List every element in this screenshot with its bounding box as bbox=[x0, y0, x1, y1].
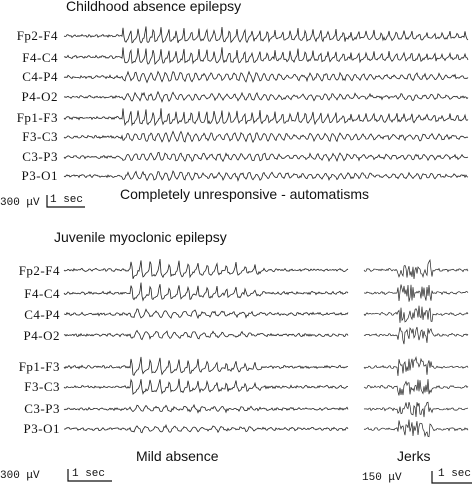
top-caption: Completely unresponsive - automatisms bbox=[120, 186, 369, 202]
bottom-right-scale-time: 1 sec bbox=[438, 468, 472, 480]
bottom-left-eeg-trace bbox=[64, 379, 348, 394]
top-scale-amplitude: 300 μV bbox=[0, 197, 40, 209]
top-eeg-trace bbox=[64, 171, 468, 180]
bottom-left-eeg-trace bbox=[64, 331, 348, 340]
bottom-right-eeg-trace bbox=[364, 379, 468, 395]
bottom-left-eeg-trace bbox=[64, 405, 348, 413]
bottom-left-scale-time: 1 sec bbox=[72, 468, 106, 480]
bottom-right-caption: Jerks bbox=[397, 448, 431, 464]
bottom-right-eeg-trace-group bbox=[364, 260, 468, 437]
bottom-left-eeg-trace bbox=[64, 283, 348, 301]
top-channel-label: C4-P4 bbox=[22, 69, 58, 84]
bottom-left-eeg-trace bbox=[64, 425, 348, 433]
bottom-left-caption: Mild absence bbox=[136, 448, 219, 464]
bottom-channel-label: F3-C3 bbox=[24, 379, 60, 394]
top-channel-label: Fp1-F3 bbox=[16, 110, 58, 125]
bottom-channel-label: C3-P3 bbox=[24, 401, 60, 416]
top-channel-label: P4-O2 bbox=[21, 89, 58, 104]
top-eeg-trace bbox=[64, 92, 468, 102]
bottom-channel-label: C4-P4 bbox=[24, 307, 60, 322]
bottom-right-eeg-trace bbox=[364, 260, 468, 279]
bottom-right-scale-amplitude: 150 μV bbox=[362, 472, 402, 484]
top-eeg-trace bbox=[64, 47, 468, 64]
bottom-right-eeg-trace bbox=[364, 285, 468, 302]
bottom-channel-label: Fp2-F4 bbox=[18, 263, 60, 278]
bottom-channel-label: P4-O2 bbox=[23, 328, 60, 343]
top-eeg-trace bbox=[64, 27, 468, 44]
bottom-left-eeg-trace bbox=[64, 309, 348, 318]
bottom-left-eeg-trace bbox=[64, 259, 348, 279]
bottom-channel-label: Fp1-F3 bbox=[18, 359, 60, 374]
bottom-right-eeg-trace bbox=[364, 402, 468, 417]
top-channel-label: P3-O1 bbox=[21, 168, 58, 183]
bottom-left-scale-bar bbox=[68, 469, 112, 481]
top-eeg-trace bbox=[64, 72, 468, 83]
bottom-right-eeg-trace bbox=[364, 306, 468, 323]
top-eeg-trace-group bbox=[64, 27, 468, 181]
bottom-left-scale-amplitude: 300 μV bbox=[0, 470, 40, 482]
top-channel-label: F3-C3 bbox=[22, 129, 58, 144]
bottom-panel-title: Juvenile myoclonic epilepsy bbox=[54, 229, 227, 245]
top-panel-title: Childhood absence epilepsy bbox=[66, 0, 242, 14]
bottom-right-scale-bar bbox=[432, 471, 472, 483]
bottom-channel-label: P3-O1 bbox=[23, 421, 60, 436]
top-eeg-trace bbox=[64, 152, 468, 161]
top-channel-label: Fp2-F4 bbox=[16, 28, 58, 43]
top-channel-label: F4-C4 bbox=[22, 50, 58, 65]
bottom-channel-label: F4-C4 bbox=[24, 286, 60, 301]
top-scale-bar bbox=[47, 195, 85, 207]
bottom-left-eeg-trace bbox=[64, 357, 348, 375]
top-scale-time: 1 sec bbox=[50, 194, 84, 206]
bottom-right-eeg-trace bbox=[364, 420, 468, 437]
bottom-left-eeg-trace-group bbox=[64, 259, 348, 433]
bottom-right-eeg-trace bbox=[364, 327, 468, 344]
top-eeg-trace bbox=[64, 108, 468, 125]
top-channel-label: C3-P3 bbox=[22, 149, 58, 164]
bottom-right-eeg-trace bbox=[364, 357, 468, 376]
scale-bars bbox=[47, 195, 472, 483]
top-eeg-trace bbox=[64, 132, 468, 143]
